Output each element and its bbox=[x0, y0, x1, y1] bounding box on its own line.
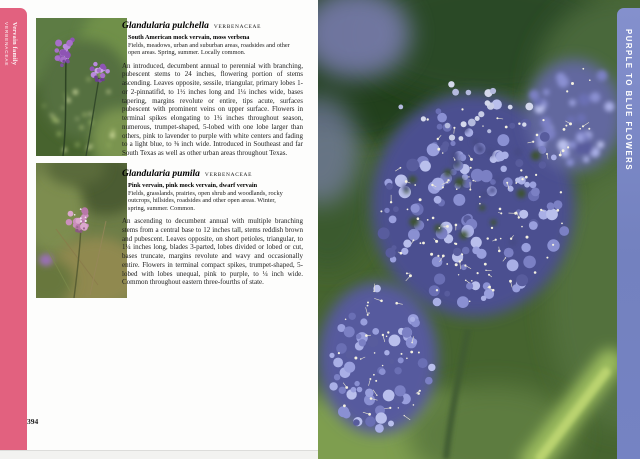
pink-vervain-photo-art bbox=[36, 163, 127, 298]
text-column bbox=[122, 21, 303, 287]
description-text: An introduced, decumbent annual to perennial with branching, pubescent stems to 24 inches, flowering portion of stems ascending. Leaves opposite, sessile, triangular, primary lobes 1- or 2-pinnatifid, to 1½ inches long and 1¼ inches wide, bases tapering, margins revolute or entire, tips acute, surfaces pubescent with prominent veins on upper surface. Flowers in terminal spikes elongating to 1¾ inches throughout season, numerous, trumpet-shaped, 5-lobed with one lobe larger than others, pink to lavender to purple with white centers and fading to a light blue, to ⅜ inch wide. Introduced in Southeast and far South Texas as well as other urban areas throughout Texas. bbox=[122, 61, 303, 158]
category-tab-label: PURPLE TO BLUE FLOWERS bbox=[624, 29, 633, 172]
verbena-photo-art bbox=[36, 18, 127, 156]
purple-flower-photo-art bbox=[318, 0, 640, 459]
common-names: South American mock vervain, moss verbena bbox=[128, 34, 250, 41]
species-photo-pulchella bbox=[36, 18, 127, 156]
family-edge-tab bbox=[0, 8, 27, 450]
entry-heading bbox=[122, 169, 303, 181]
family-latin-label: VERBENACEAE bbox=[4, 22, 9, 67]
description-text: An ascending to decumbent annual with multiple branching stems from a central base to 12 inches tall, stems reddish brown and pubescent. Leaves opposite, on short petioles, triangular, to 1¼ inches long, blades 3-parted, lobes divided or lobed or cut, bases truncate, margins revolute and wavy and occasionally entire. Flowers in terminal compact spikes, trumpet-shaped, 5-lobed with lobes unequal, pink to purple, to ¼ inch wide. Common throughout eastern three-fourths of state. bbox=[122, 217, 303, 287]
page-bottom-margin bbox=[0, 451, 318, 459]
family-common-label: Vervain family bbox=[11, 22, 18, 66]
category-edge-tab bbox=[617, 8, 640, 459]
species-name: Glandularia pulchella bbox=[122, 21, 209, 31]
species-name: Glandularia pumila bbox=[122, 168, 200, 179]
family-name: VERBENACEAE bbox=[204, 171, 253, 178]
page-number: 394 bbox=[27, 417, 39, 426]
species-entry bbox=[122, 21, 303, 158]
habitat-text: Fields, grasslands, prairies, open shrub and woodlands, rocky outcrops, hillsides, roadsides and other open areas. Winter, spring, summer. Common. bbox=[128, 189, 283, 212]
common-names: Pink vervain, pink mock vervain, dwarf vervain bbox=[128, 181, 258, 189]
flower-photo bbox=[318, 0, 640, 459]
habitat-text: Fields, meadows, urban and suburban areas, roadsides and other open areas. Spring, summer. Locally common. bbox=[128, 41, 290, 57]
species-entry bbox=[122, 169, 303, 287]
family-name: VERBENACEAE bbox=[213, 24, 262, 30]
species-photo-pumila bbox=[36, 163, 127, 298]
entry-heading bbox=[122, 21, 303, 33]
